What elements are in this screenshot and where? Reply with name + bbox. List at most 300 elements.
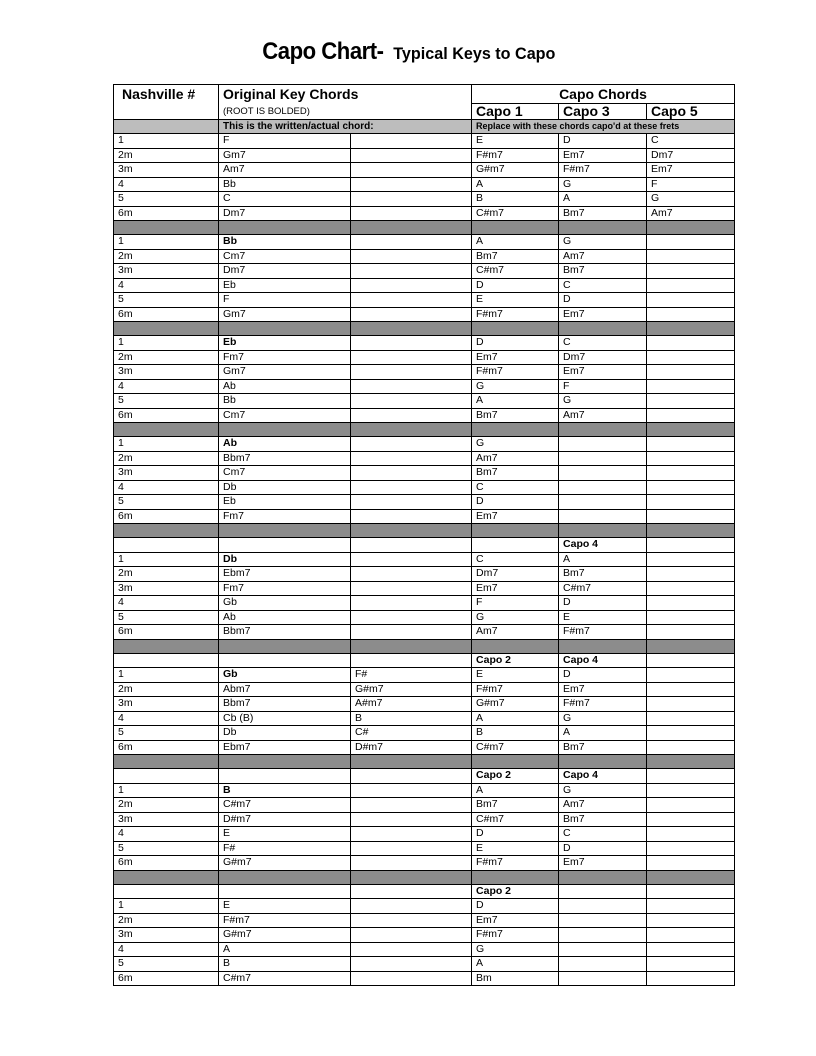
original-chord-cell: F#m7 [219,913,351,928]
nashville-cell: 1 [114,783,219,798]
alt-chord-cell [351,350,472,365]
capo1-cell: E [472,841,559,856]
capo3-cell: Bm7 [559,264,647,279]
original-chord-cell: E [219,899,351,914]
alt-chord-cell [351,394,472,409]
capo3-cell: Em7 [559,682,647,697]
nashville-cell: 6m [114,307,219,322]
capo3-cell: G [559,711,647,726]
separator-cell [219,755,351,769]
separator-cell [472,755,559,769]
capo5-cell [647,812,735,827]
separator-cell [559,870,647,884]
capo1-cell: Capo 2 [472,884,559,899]
capo3-cell: Am7 [559,408,647,423]
original-chord-cell: Gm7 [219,365,351,380]
capo3-cell: Bm7 [559,740,647,755]
original-chord-cell: Ab [219,610,351,625]
capo5-cell: Dm7 [647,148,735,163]
alt-chord-cell [351,625,472,640]
capo5-cell: F [647,177,735,192]
capo-chart-table [113,84,735,986]
separator-cell [472,639,559,653]
capo5-cell [647,682,735,697]
original-chord-cell: Am7 [219,163,351,178]
chord-row [114,726,735,741]
capo1-cell: D [472,495,559,510]
chord-row [114,437,735,452]
capo5-cell [647,437,735,452]
note-row [114,120,735,134]
original-chord-cell: A [219,942,351,957]
alt-chord-cell [351,134,472,149]
capo5-cell [647,899,735,914]
separator-cell [647,639,735,653]
capo1-cell: Capo 2 [472,653,559,668]
chord-row [114,408,735,423]
original-chord-cell: Cm7 [219,466,351,481]
capo5-cell [647,596,735,611]
alt-chord-cell [351,192,472,207]
original-chord-cell: C#m7 [219,971,351,986]
chord-row [114,942,735,957]
original-chord-cell: G#m7 [219,928,351,943]
alt-chord-cell [351,827,472,842]
nashville-cell: 2m [114,682,219,697]
alt-chord-cell [351,856,472,871]
title-main: Capo Chart- [262,38,384,65]
capo5-cell [647,495,735,510]
chord-row [114,192,735,207]
capo1-cell: G#m7 [472,163,559,178]
capo1-cell: G [472,942,559,957]
capo5-cell [647,538,735,553]
capo1-cell: B [472,726,559,741]
capo5-cell [647,365,735,380]
separator-cell [647,221,735,235]
nashville-cell: 2m [114,249,219,264]
capo1-cell: A [472,235,559,250]
nashville-cell: 1 [114,668,219,683]
capo3-cell: D [559,596,647,611]
capo1-cell: F#m7 [472,365,559,380]
original-chord-cell: G#m7 [219,856,351,871]
alt-chord-cell [351,769,472,784]
capo1-cell: C#m7 [472,206,559,221]
capo3-cell [559,480,647,495]
chord-row [114,148,735,163]
capo5-cell: Am7 [647,206,735,221]
capo3-cell [559,899,647,914]
capo5-cell [647,408,735,423]
alt-chord-cell: F# [351,668,472,683]
separator-cell [559,639,647,653]
alt-chord-cell [351,653,472,668]
chord-row [114,856,735,871]
capo3-cell: D [559,841,647,856]
separator-cell [647,755,735,769]
alt-chord-cell: C# [351,726,472,741]
alt-chord-cell [351,596,472,611]
capo1-cell: F#m7 [472,307,559,322]
alt-chord-cell: D#m7 [351,740,472,755]
capo5-cell [647,942,735,957]
separator-cell [351,322,472,336]
separator-cell [472,870,559,884]
capo3-header: Capo 3 [559,104,647,120]
capo1-cell: D [472,336,559,351]
capo3-cell: D [559,134,647,149]
separator-cell [114,755,219,769]
chord-row [114,480,735,495]
capo1-cell: G#m7 [472,697,559,712]
capo3-cell: G [559,235,647,250]
capo5-cell [647,798,735,813]
separator-cell [647,423,735,437]
capo1-cell: C#m7 [472,812,559,827]
original-chord-cell: Bbm7 [219,451,351,466]
capo3-cell: Em7 [559,307,647,322]
chord-row [114,264,735,279]
nashville-cell: 6m [114,206,219,221]
capo3-cell: F [559,379,647,394]
nashville-header: Nashville # [114,85,219,120]
capo-subheader-row [114,769,735,784]
capo3-cell: A [559,726,647,741]
alt-chord-cell [351,336,472,351]
capo1-cell [472,538,559,553]
original-chord-cell: Eb [219,336,351,351]
chord-row [114,711,735,726]
capo3-cell: Bm7 [559,812,647,827]
capo3-cell: Capo 4 [559,653,647,668]
capo5-cell [647,668,735,683]
capo3-cell [559,928,647,943]
alt-chord-cell [351,913,472,928]
capo1-cell: A [472,177,559,192]
nashville-cell: 6m [114,971,219,986]
original-chord-cell: Ab [219,437,351,452]
capo1-cell: G [472,437,559,452]
separator-cell [351,524,472,538]
separator-cell [647,322,735,336]
nashville-cell: 4 [114,942,219,957]
capo5-cell [647,783,735,798]
separator-cell [219,639,351,653]
capo1-cell: D [472,899,559,914]
chord-row [114,625,735,640]
separator-cell [219,524,351,538]
capo1-cell: C [472,552,559,567]
nashville-cell [114,538,219,553]
capo1-cell: E [472,293,559,308]
capo5-cell: Em7 [647,163,735,178]
capo5-cell [647,769,735,784]
chord-row [114,783,735,798]
alt-chord-cell [351,957,472,972]
original-chord-cell: Abm7 [219,682,351,697]
alt-chord-cell [351,163,472,178]
alt-chord-cell [351,278,472,293]
capo5-cell [647,841,735,856]
nashville-cell: 3m [114,697,219,712]
original-chord-cell: B [219,957,351,972]
nashville-cell: 4 [114,711,219,726]
capo3-cell: Bm7 [559,206,647,221]
original-chord-cell: Gb [219,668,351,683]
nashville-cell [114,653,219,668]
original-chord-cell: Db [219,552,351,567]
capo3-cell: C [559,827,647,842]
alt-chord-cell [351,610,472,625]
capo1-cell: Am7 [472,625,559,640]
chord-row [114,134,735,149]
capo1-cell: F#m7 [472,682,559,697]
capo1-cell: Dm7 [472,567,559,582]
original-chord-cell: F [219,293,351,308]
nashville-cell: 5 [114,394,219,409]
chord-row [114,552,735,567]
alt-chord-cell [351,148,472,163]
nashville-cell: 2m [114,451,219,466]
chord-row [114,350,735,365]
capo1-cell: Em7 [472,913,559,928]
alt-chord-cell: G#m7 [351,682,472,697]
capo5-cell [647,957,735,972]
capo3-cell: E [559,610,647,625]
alt-chord-cell [351,783,472,798]
chord-row [114,596,735,611]
nashville-cell: 2m [114,148,219,163]
separator-cell [351,639,472,653]
capo1-cell: F [472,596,559,611]
capo5-cell [647,971,735,986]
separator-cell [114,870,219,884]
original-chord-cell: F# [219,841,351,856]
alt-chord-cell [351,235,472,250]
capo5-cell [647,740,735,755]
capo1-cell: C [472,480,559,495]
capo1-cell: G [472,610,559,625]
alt-chord-cell [351,264,472,279]
original-header: Original Key Chords [219,85,472,104]
chord-row [114,682,735,697]
nashville-cell: 4 [114,379,219,394]
alt-chord-cell [351,552,472,567]
section-separator [114,524,735,538]
capo5-cell [647,264,735,279]
capo3-cell [559,509,647,524]
nashville-cell: 6m [114,625,219,640]
capo1-cell: F#m7 [472,928,559,943]
capo1-cell: E [472,134,559,149]
capo1-cell: B [472,192,559,207]
capo5-cell [647,350,735,365]
alt-chord-cell [351,206,472,221]
nashville-cell: 4 [114,177,219,192]
capo3-cell [559,466,647,481]
capo3-cell: Em7 [559,148,647,163]
original-chord-cell: F [219,134,351,149]
original-chord-cell: Gm7 [219,307,351,322]
capo1-cell: D [472,827,559,842]
alt-chord-cell [351,841,472,856]
chord-row [114,495,735,510]
capo3-cell [559,957,647,972]
chord-row [114,394,735,409]
original-chord-cell: Cb (B) [219,711,351,726]
capo1-cell: Em7 [472,581,559,596]
separator-cell [647,870,735,884]
original-chord-cell: Fm7 [219,581,351,596]
capo3-cell: D [559,668,647,683]
capo3-cell [559,884,647,899]
capo3-cell [559,437,647,452]
nashville-cell: 3m [114,365,219,380]
alt-chord-cell [351,177,472,192]
capo3-cell: Capo 4 [559,538,647,553]
alt-chord-cell [351,293,472,308]
separator-cell [559,524,647,538]
capo3-cell: Am7 [559,249,647,264]
capo1-cell: Em7 [472,350,559,365]
chord-row [114,451,735,466]
capo3-cell: A [559,192,647,207]
capo5-cell [647,884,735,899]
alt-chord-cell [351,812,472,827]
original-chord-cell: Fm7 [219,509,351,524]
separator-cell [219,322,351,336]
nashville-cell: 3m [114,466,219,481]
nashville-cell: 6m [114,408,219,423]
capo1-cell: C#m7 [472,740,559,755]
capo1-cell: G [472,379,559,394]
capo5-cell [647,235,735,250]
original-chord-cell: Eb [219,495,351,510]
section-separator [114,221,735,235]
capo3-cell: D [559,293,647,308]
original-chord-cell: Cm7 [219,249,351,264]
title-sub: Typical Keys to Capo [392,44,555,63]
nashville-cell: 6m [114,740,219,755]
chord-row [114,957,735,972]
original-chord-cell [219,769,351,784]
separator-cell [114,423,219,437]
alt-chord-cell [351,379,472,394]
original-chord-cell: Bb [219,235,351,250]
capo5-cell [647,653,735,668]
original-chord-cell: Gb [219,596,351,611]
capo3-cell: Capo 4 [559,769,647,784]
capo5-cell [647,480,735,495]
capo3-cell: F#m7 [559,697,647,712]
capo5-cell [647,509,735,524]
separator-cell [472,221,559,235]
separator-cell [559,755,647,769]
original-chord-cell: D#m7 [219,812,351,827]
alt-chord-cell [351,581,472,596]
chord-row [114,379,735,394]
chord-row [114,798,735,813]
capo5-cell [647,610,735,625]
original-chord-cell: Ebm7 [219,567,351,582]
original-chord-cell: Bbm7 [219,697,351,712]
capo3-cell: F#m7 [559,625,647,640]
capo3-cell [559,942,647,957]
capo5-cell [647,451,735,466]
alt-chord-cell [351,480,472,495]
separator-cell [219,221,351,235]
original-chord-cell: Fm7 [219,350,351,365]
chord-row [114,928,735,943]
capo-subheader-row [114,653,735,668]
capo1-cell: E [472,668,559,683]
capo1-cell: A [472,394,559,409]
separator-cell [559,221,647,235]
alt-chord-cell [351,942,472,957]
capo5-cell: G [647,192,735,207]
capo3-cell: Em7 [559,856,647,871]
chord-row [114,827,735,842]
capo3-cell: G [559,177,647,192]
capo1-cell: F#m7 [472,856,559,871]
alt-chord-cell [351,451,472,466]
capo5-cell [647,249,735,264]
capo5-cell [647,394,735,409]
alt-chord-cell: A#m7 [351,697,472,712]
capo1-cell: Bm7 [472,466,559,481]
original-chord-cell: Bbm7 [219,625,351,640]
separator-cell [219,423,351,437]
original-chord-cell: Eb [219,278,351,293]
capo5-cell [647,336,735,351]
capo3-cell [559,971,647,986]
capo3-cell [559,913,647,928]
nashville-cell: 5 [114,610,219,625]
chord-row [114,365,735,380]
separator-cell [351,755,472,769]
capo5-cell [647,307,735,322]
capo3-cell: A [559,552,647,567]
original-chord-cell: E [219,827,351,842]
capo1-cell: Bm7 [472,408,559,423]
original-chord-cell [219,884,351,899]
chord-row [114,278,735,293]
alt-chord-cell: B [351,711,472,726]
original-chord-cell: C#m7 [219,798,351,813]
separator-cell [472,322,559,336]
alt-chord-cell [351,408,472,423]
nashville-cell: 2m [114,567,219,582]
original-chord-cell: Bb [219,177,351,192]
capo5-cell [647,278,735,293]
nashville-cell: 5 [114,495,219,510]
alt-chord-cell [351,509,472,524]
capo5-cell: C [647,134,735,149]
capo3-cell: C [559,336,647,351]
separator-cell [114,639,219,653]
nashville-cell: 2m [114,350,219,365]
alt-chord-cell [351,466,472,481]
nashville-cell: 2m [114,798,219,813]
original-chord-cell: C [219,192,351,207]
chord-row [114,913,735,928]
capo3-cell: G [559,394,647,409]
nashville-cell: 5 [114,841,219,856]
alt-chord-cell [351,971,472,986]
alt-chord-cell [351,437,472,452]
nashville-cell: 1 [114,336,219,351]
